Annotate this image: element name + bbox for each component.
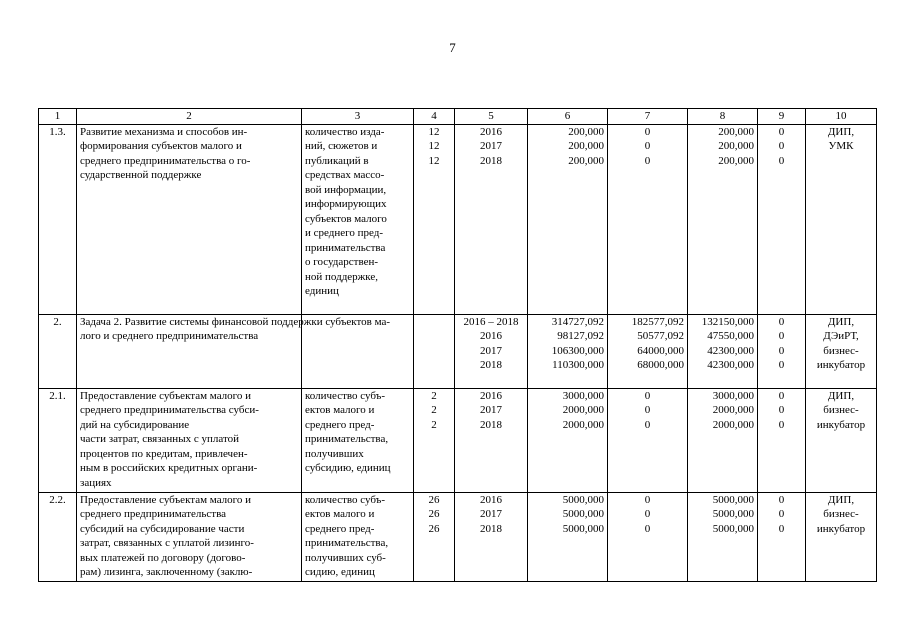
years: 2016 2017 2018 <box>455 388 528 492</box>
row-number: 2.2. <box>39 492 77 581</box>
header-cell: 1 <box>39 109 77 125</box>
task-description: Задача 2. Развитие системы финансовой поддержки субъектов ма- лого и среднего предпринимательства <box>77 314 302 388</box>
years: 2016 2017 2018 <box>455 492 528 581</box>
funding-col7: 182577,092 50577,092 64000,000 68000,000 <box>608 314 688 388</box>
header-cell: 2 <box>77 109 302 125</box>
funding-col8: 132150,000 47550,000 42300,000 42300,000 <box>688 314 758 388</box>
indicator-values <box>414 314 455 388</box>
measure-description: Предоставление субъектам малого и среднего предпринимательства субсидий на субсидирование части затрат, связанных с уплатой лизинго- вых платежей по договору (догово- рам) лизинга, заключенному (заклю- <box>77 492 302 581</box>
row-number: 1.3. <box>39 124 77 314</box>
row-number: 2. <box>39 314 77 388</box>
header-cell: 7 <box>608 109 688 125</box>
row-number: 2.1. <box>39 388 77 492</box>
table-row <box>39 492 877 581</box>
header-cell: 5 <box>455 109 528 125</box>
funding-total: 200,000 200,000 200,000 <box>528 124 608 314</box>
measure-description: Предоставление субъектам малого и среднего предпринимательства субси- дий на субсидирование части затрат, связанных с уплатой процентов по кредитам, привлечен- ным в российских кредитных органи- зациях <box>77 388 302 492</box>
header-cell: 3 <box>302 109 414 125</box>
executor: ДИП, бизнес- инкубатор <box>806 492 877 581</box>
funding-col9: 0 0 0 <box>758 388 806 492</box>
header-row <box>39 109 877 125</box>
page-number: 7 <box>449 40 456 55</box>
funding-col8: 5000,000 5000,000 5000,000 <box>688 492 758 581</box>
table-row <box>39 388 877 492</box>
indicator-values: 2 2 2 <box>414 388 455 492</box>
executor: ДИП, бизнес- инкубатор <box>806 388 877 492</box>
funding-col9: 0 0 0 0 <box>758 314 806 388</box>
indicator-values: 26 26 26 <box>414 492 455 581</box>
years: 2016 2017 2018 <box>455 124 528 314</box>
measure-description: Развитие механизма и способов ин- формирования субъектов малого и среднего предпринимательства о го- сударственной поддержке <box>77 124 302 314</box>
table-row <box>39 124 877 314</box>
funding-col9: 0 0 0 <box>758 124 806 314</box>
funding-total: 314727,092 98127,092 106300,000 110300,000 <box>528 314 608 388</box>
indicator-values: 12 12 12 <box>414 124 455 314</box>
funding-total: 5000,000 5000,000 5000,000 <box>528 492 608 581</box>
indicator-description: количество субъ- ектов малого и среднего пред- принимательства, получивших суб- сидию, единиц <box>302 492 414 581</box>
indicator-description: количество субъ- ектов малого и среднего пред- принимательства, получивших субсидию, единиц <box>302 388 414 492</box>
funding-total: 3000,000 2000,000 2000,000 <box>528 388 608 492</box>
funding-col7: 0 0 0 <box>608 492 688 581</box>
funding-col7: 0 0 0 <box>608 388 688 492</box>
program-table <box>38 108 877 582</box>
table-row <box>39 314 877 388</box>
funding-col7: 0 0 0 <box>608 124 688 314</box>
indicator-description: количество изда- ний, сюжетов и публикаций в средствах массо- вой информации, информирующих субъектов малого и среднего пред- принимательства о государствен- ной поддержке, единиц <box>302 124 414 314</box>
executor: ДИП, ДЭиРТ, бизнес- инкубатор <box>806 314 877 388</box>
header-cell: 4 <box>414 109 455 125</box>
header-cell: 6 <box>528 109 608 125</box>
header-cell: 10 <box>806 109 877 125</box>
header-cell: 8 <box>688 109 758 125</box>
funding-col8: 200,000 200,000 200,000 <box>688 124 758 314</box>
funding-col9: 0 0 0 <box>758 492 806 581</box>
header-cell: 9 <box>758 109 806 125</box>
executor: ДИП, УМК <box>806 124 877 314</box>
funding-col8: 3000,000 2000,000 2000,000 <box>688 388 758 492</box>
years: 2016 – 2018 2016 2017 2018 <box>455 314 528 388</box>
